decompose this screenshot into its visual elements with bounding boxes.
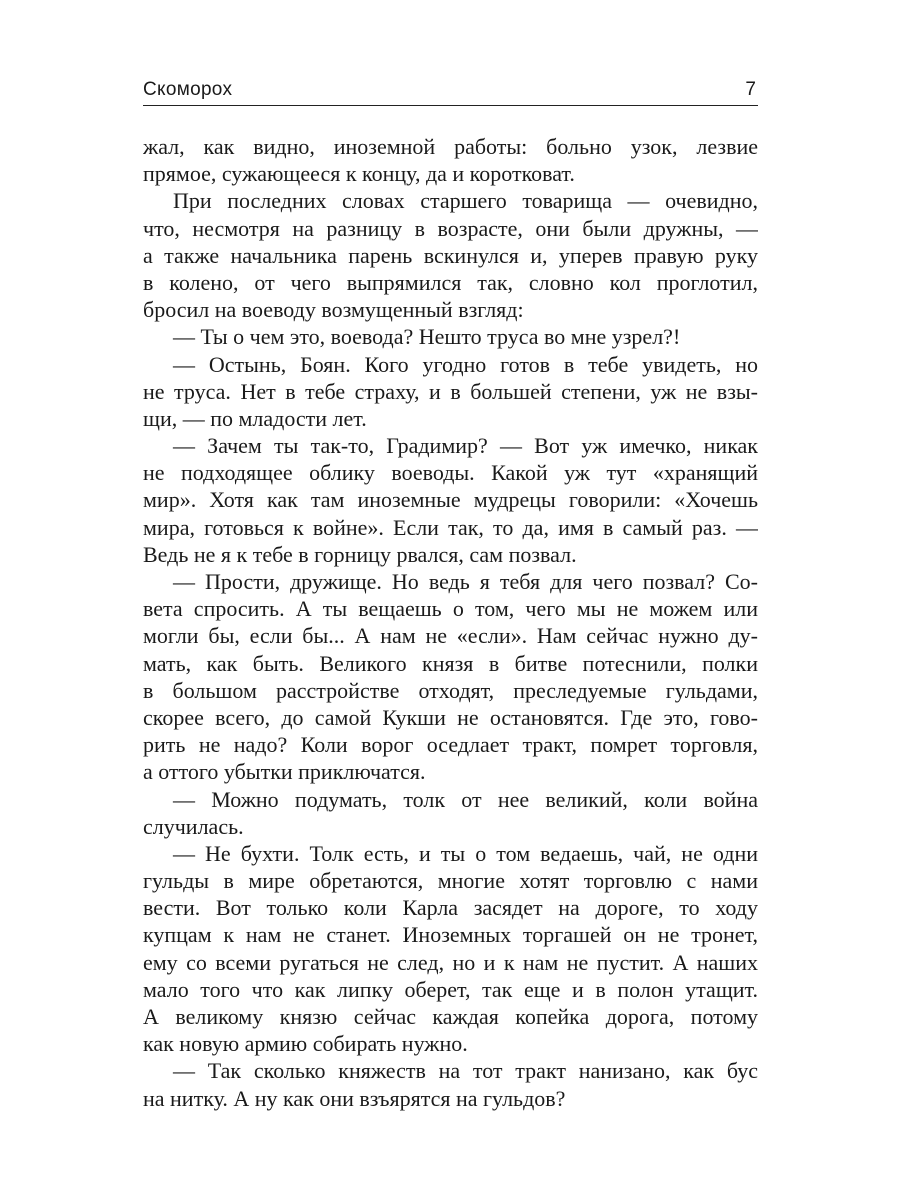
text-line: мира, готовься к войне». Если так, то да, имя в самый раз. — (143, 514, 758, 540)
text-line: случилась. (143, 813, 244, 839)
text-line: в большом расстройстве отходят, преследуемые гульдами, (143, 677, 758, 703)
page-number: 7 (745, 79, 756, 100)
text-line: — Зачем ты так-то, Градимир? — Вот уж имечко, никак (173, 433, 758, 459)
text-line: могли бы, если бы... А нам не «если». Нам сейчас нужно ду- (143, 623, 758, 649)
text-line: — Прости, дружище. Но ведь я тебя для чего позвал? Со- (173, 569, 758, 594)
running-header (143, 76, 758, 104)
text-line: ему со всеми ругаться не след, но и к нам не пустит. А наших (143, 949, 758, 975)
text-line: жал, как видно, иноземной работы: больно узок, лезвие (143, 134, 758, 159)
text-line: мать, как быть. Великого князя в битве потеснили, полки (143, 650, 758, 676)
text-line: — Не бухти. Толк есть, и ты о том ведаешь, чай, не одни (173, 840, 758, 866)
text-line: — Так сколько княжеств на тот тракт нанизано, как бус (173, 1058, 758, 1084)
text-line: бросил на воеводу возмущенный взгляд: (143, 297, 524, 323)
text-line: мир». Хотя как там иноземные мудрецы говорили: «Хочешь (143, 487, 758, 513)
text-line: — Можно подумать, толк от нее великий, коли война (173, 786, 758, 812)
text-line: купцам к нам не станет. Иноземных торгашей он не тронет, (143, 922, 758, 948)
text-line: гульды в мире обретаются, многие хотят торговлю с нами (143, 868, 758, 894)
text-line: не труса. Нет в тебе страху, и в большей степени, уж не взы- (143, 378, 758, 404)
text-line: а также начальника парень вскинулся и, уперев правую руку (143, 242, 758, 268)
text-line: — Остынь, Боян. Кого угодно готов в тебе увидеть, но (173, 351, 758, 377)
running-title: Скоморох (143, 79, 233, 100)
text-line: При последних словах старшего товарища — очевидно, (173, 188, 758, 214)
text-line: — Ты о чем это, воевода? Нешто труса во мне узрел?! (173, 324, 681, 350)
text-line: мало того что как липку оберет, так еще и в полон утащит. (143, 976, 758, 1002)
text-line: прямое, сужающееся к концу, да и коротковат. (143, 161, 575, 187)
text-line: как новую армию собирать нужно. (143, 1031, 468, 1057)
text-line: в колено, от чего выпрямился так, словно кол проглотил, (143, 269, 758, 295)
body-text (143, 133, 758, 1112)
text-line: щи, — по младости лет. (143, 405, 367, 431)
text-line: скорее всего, до самой Кукши не остановятся. Где это, гово- (143, 704, 758, 730)
text-line: вета спросить. А ты вещаешь о том, чего мы не можем или (143, 596, 758, 622)
text-line: А великому князю сейчас каждая копейка дорога, потому (143, 1004, 758, 1029)
text-line: что, несмотря на разницу в возрасте, они были дружны, — (143, 215, 758, 241)
text-line: рить не надо? Коли ворог оседлает тракт, помрет торговля, (143, 732, 758, 758)
text-line: вести. Вот только коли Карла засядет на дороге, то ходу (143, 895, 758, 921)
header-rule (143, 105, 758, 106)
text-line: на нитку. А ну как они взъярятся на гульдов? (143, 1085, 566, 1111)
text-line: а оттого убытки приключатся. (143, 759, 426, 785)
text-line: не подходящее облику воеводы. Какой уж тут «хранящий (143, 460, 758, 486)
text-line: Ведь не я к тебе в горницу рвался, сам позвал. (143, 541, 577, 567)
